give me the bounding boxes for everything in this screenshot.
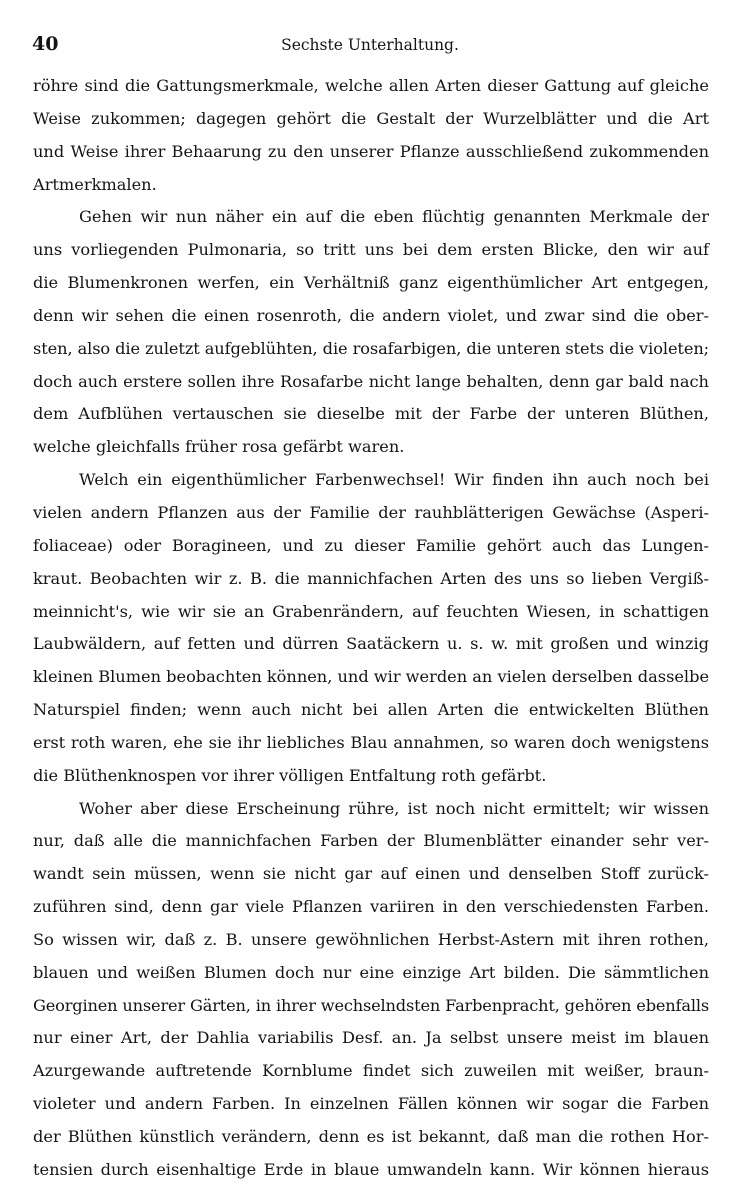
text-line: Naturspiel finden; wenn auch nicht bei allen Arten die entwickelten Blüthen: [33, 700, 709, 720]
text-line: So wissen wir, daß z. B. unsere gewöhnlichen Herbst-Astern mit ihren rothen,: [33, 929, 709, 949]
text-line: Welch ein eigenthümlicher Farbenwechsel! Wir finden ihn auch noch bei: [79, 470, 709, 490]
text-line: meinnicht's, wie wir sie an Grabenrändern, auf feuchten Wiesen, in schattigen: [33, 601, 709, 621]
text-line: dem Aufblühen vertauschen sie dieselbe mit der Farbe der unteren Blüthen,: [33, 404, 709, 424]
text-line: wandt sein müssen, wenn sie nicht gar auf einen und denselben Stoff zurück-: [33, 864, 709, 884]
text-line: die Blumenkronen werfen, ein Verhältniß ganz eigenthümlicher Art entgegen,: [33, 273, 709, 293]
page-number: 40: [32, 33, 59, 55]
text-line: denn wir sehen die einen rosenroth, die andern violet, und zwar sind die ober-: [33, 305, 709, 325]
text-line: und Weise ihrer Behaarung zu den unserer Pflanze ausschließend zukommenden: [33, 141, 709, 161]
text-line: die Blüthenknospen vor ihrer völligen Entfaltung roth gefärbt.: [33, 765, 547, 785]
text-line: röhre sind die Gattungsmerkmale, welche allen Arten dieser Gattung auf gleiche: [33, 76, 709, 95]
text-line: sten, also die zuletzt aufgeblühten, die rosafarbigen, die unteren stets die violeten;: [33, 338, 710, 358]
text-line: welche gleichfalls früher rosa gefärbt waren.: [33, 437, 405, 457]
text-line: Gehen wir nun näher ein auf die eben flüchtig genannten Merkmale der: [79, 207, 709, 227]
text-line: Laubwäldern, auf fetten und dürren Saatäckern u. s. w. mit großen und winzig: [33, 634, 709, 654]
text-line: tensien durch eisenhaltige Erde in blaue umwandeln kann. Wir können hieraus: [33, 1159, 709, 1179]
text-line: blauen und weißen Blumen doch nur eine einzige Art bilden. Die sämmtlichen: [33, 962, 709, 982]
text-line: uns vorliegenden Pulmonaria, so tritt uns bei dem ersten Blicke, den wir auf: [33, 240, 709, 260]
paragraph: [33, 201, 709, 464]
text-line: der Blüthen künstlich verändern, denn es ist bekannt, daß man die rothen Hor-: [33, 1127, 709, 1146]
running-head: Sechste Unterhaltung.: [281, 36, 459, 54]
text-line: Weise zukommen; dagegen gehört die Gestalt der Wurzelblätter und die Art: [33, 108, 709, 128]
text-line: foliaceae) oder Boragineen, und zu dieser Familie gehört auch das Lungen-: [33, 535, 709, 555]
text-line: zuführen sind, denn gar viele Pflanzen variiren in den verschiedensten Farben.: [33, 897, 709, 917]
text-line: violeter und andern Farben. In einzelnen Fällen können wir sogar die Farben: [33, 1094, 709, 1114]
text-line: kraut. Beobachten wir z. B. die mannichfachen Arten des uns so lieben Vergiß-: [33, 568, 709, 588]
text-line: kleinen Blumen beobachten können, und wir werden an vielen derselben dasselbe: [33, 667, 710, 687]
text-line: Woher aber diese Erscheinung rühre, ist noch nicht ermittelt; wir wissen: [79, 798, 709, 818]
paragraph: [33, 793, 709, 1187]
text-line: nur, daß alle die mannichfachen Farben der Blumenblätter einander sehr ver-: [33, 831, 709, 851]
page-header: [32, 32, 708, 56]
paragraph: [33, 70, 709, 201]
body-text: [33, 70, 709, 1187]
text-line: vielen andern Pflanzen aus der Familie der rauhblätterigen Gewächse (Asperi-: [33, 502, 709, 522]
paragraph: [33, 464, 709, 792]
text-line: Azurgewande auftretende Kornblume findet sich zuweilen mit weißer, braun-: [33, 1061, 709, 1081]
text-line: nur einer Art, der Dahlia variabilis Desf. an. Ja selbst unsere meist im blauen: [33, 1028, 709, 1048]
text-line: Georginen unserer Gärten, in ihrer wechselndsten Farbenpracht, gehören ebenfalls: [33, 995, 709, 1015]
text-line: doch auch erstere sollen ihre Rosafarbe nicht lange behalten, denn gar bald nach: [33, 371, 709, 391]
text-line: Artmerkmalen.: [33, 174, 157, 194]
text-line: erst roth waren, ehe sie ihr liebliches Blau annahmen, so waren doch wenigstens: [33, 732, 709, 752]
